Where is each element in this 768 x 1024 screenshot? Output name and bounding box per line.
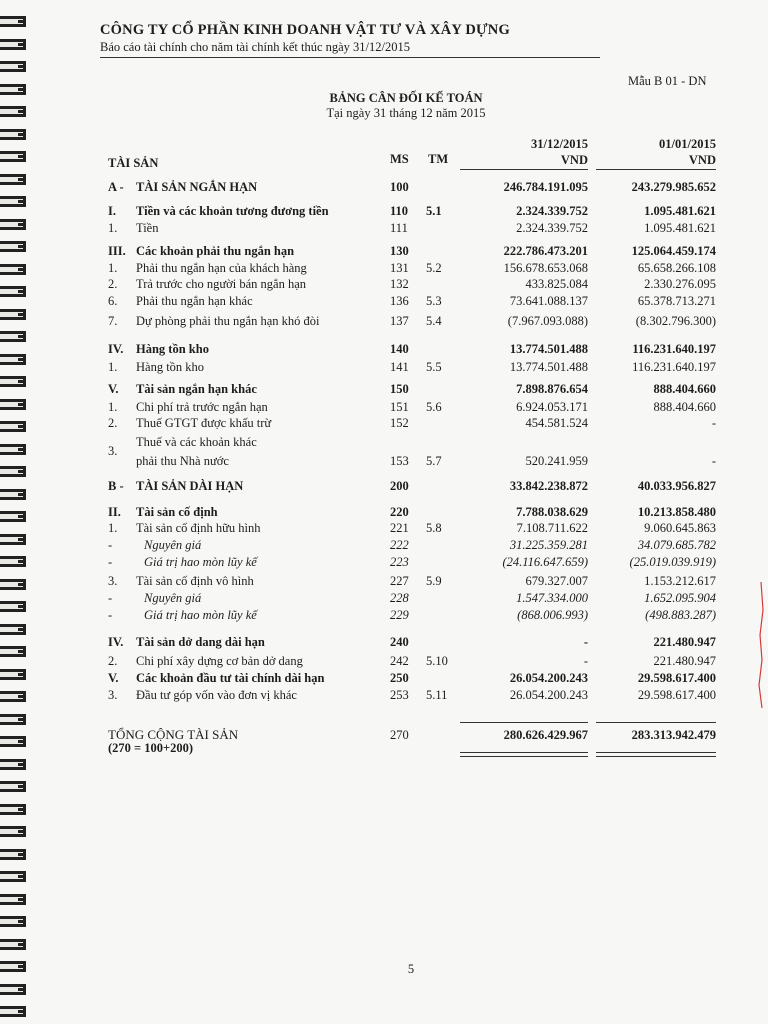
row-ms: 100	[390, 180, 409, 194]
row-code: V.	[108, 382, 119, 396]
row-value-2015-start: 34.079.685.782	[637, 538, 716, 552]
row-ms: 132	[390, 277, 409, 291]
form-code: Mẫu B 01 - DN	[628, 74, 707, 88]
row-value-2015-start: (498.883.287)	[645, 608, 716, 622]
row-code: 7.	[108, 314, 118, 328]
row-value-2015-start: 243.279.985.652	[631, 180, 716, 194]
binding-ring	[0, 781, 26, 792]
row-ms: 240	[390, 635, 409, 649]
binding-ring	[0, 579, 26, 590]
row-label: Đầu tư góp vốn vào đơn vị khác	[136, 688, 297, 702]
total-assets-2015-start: 283.313.942.479	[631, 728, 716, 742]
row-note: 5.10	[426, 654, 448, 668]
row-note: 5.7	[426, 454, 442, 468]
binding-ring	[0, 331, 26, 342]
row-code: 1.	[108, 261, 118, 275]
total-assets-ms: 270	[390, 728, 409, 742]
row-code: 1.	[108, 221, 118, 235]
row-value-2015-start: 125.064.459.174	[631, 244, 716, 258]
row-label: Trả trước cho người bán ngắn hạn	[136, 277, 307, 291]
row-value-2015-start: -	[711, 454, 716, 468]
row-ms: 250	[390, 671, 409, 685]
row-ms: 227	[390, 574, 409, 588]
binding-ring	[0, 399, 26, 410]
binding-ring	[0, 376, 26, 387]
row-value-2015-end: 7.898.876.654	[516, 382, 588, 396]
row-value-2015-start: -	[711, 416, 716, 430]
binding-ring	[0, 984, 26, 995]
document-date: Tại ngày 31 tháng 12 năm 2015	[326, 106, 486, 120]
row-label: Tài sản cố định vô hình	[136, 574, 254, 588]
row-value-2015-start: 1.095.481.621	[644, 204, 716, 218]
binding-ring	[0, 151, 26, 162]
row-value-2015-end: 26.054.200.243	[509, 671, 588, 685]
row-label: Hàng tồn kho	[136, 342, 209, 356]
row-label: Chi phí xây dựng cơ bản dở dang	[136, 654, 303, 668]
row-label: Giá trị hao mòn lũy kế	[144, 608, 257, 622]
row-value-2015-end: -	[583, 635, 588, 649]
row-ms: 140	[390, 342, 409, 356]
row-ms: 152	[390, 416, 409, 430]
binding-ring	[0, 489, 26, 500]
row-value-2015-end: 7.788.038.629	[516, 505, 588, 519]
binding-ring	[0, 309, 26, 320]
binding-ring	[0, 804, 26, 815]
binding-ring	[0, 16, 26, 27]
row-code: 2.	[108, 654, 118, 668]
row-note: 5.1	[426, 204, 442, 218]
row-value-2015-end: 222.786.473.201	[503, 244, 588, 258]
binding-ring	[0, 534, 26, 545]
row-value-2015-start: 1.153.212.617	[644, 574, 716, 588]
column-header-date: 01/01/2015	[659, 137, 716, 151]
double-underline	[596, 752, 716, 757]
binding-ring	[0, 39, 26, 50]
row-code: -	[108, 555, 113, 569]
binding-ring	[0, 511, 26, 522]
header-underline	[460, 169, 588, 170]
document-header	[100, 22, 600, 58]
row-label: Hàng tồn kho	[136, 360, 205, 374]
binding-ring	[0, 444, 26, 455]
binding-ring	[0, 916, 26, 927]
row-ms: 221	[390, 521, 409, 535]
total-formula: (270 = 100+200)	[108, 741, 194, 755]
row-code: B -	[108, 479, 124, 493]
header-underline	[596, 169, 716, 170]
binding-ring	[0, 714, 26, 725]
row-note: 5.2	[426, 261, 442, 275]
row-value-2015-start: 1.095.481.621	[644, 221, 716, 235]
row-label: Thuế và các khoản khác	[136, 435, 257, 449]
row-ms: 131	[390, 261, 409, 275]
row-value-2015-end: 156.678.653.068	[503, 261, 588, 275]
spiral-binding	[0, 0, 34, 1024]
row-label: Tài sản cố định	[136, 505, 218, 519]
row-ms: 242	[390, 654, 409, 668]
row-value-2015-start: 2.330.276.095	[644, 277, 716, 291]
binding-ring	[0, 759, 26, 770]
row-code: III.	[108, 244, 126, 258]
company-name: CÔNG TY CỔ PHẦN KINH DOANH VẬT TƯ VÀ XÂY DỰNG	[100, 22, 510, 38]
row-label: Các khoản đầu tư tài chính dài hạn	[136, 671, 325, 685]
row-code: A -	[108, 180, 124, 194]
row-ms: 137	[390, 314, 409, 328]
row-value-2015-end: 6.924.053.171	[516, 400, 588, 414]
double-underline	[460, 752, 588, 757]
row-ms: 229	[390, 608, 409, 622]
page-number: 5	[407, 962, 415, 976]
row-note: 5.9	[426, 574, 442, 588]
binding-ring	[0, 1006, 26, 1017]
row-code: 3.	[108, 574, 118, 588]
row-label: phải thu Nhà nước	[136, 454, 229, 468]
row-label: TÀI SẢN NGẮN HẠN	[136, 180, 258, 194]
binding-ring	[0, 421, 26, 432]
binding-ring	[0, 826, 26, 837]
binding-ring	[0, 691, 26, 702]
total-rule	[460, 722, 588, 723]
row-code: -	[108, 608, 113, 622]
binding-ring	[0, 601, 26, 612]
row-value-2015-end: (24.116.647.659)	[502, 555, 588, 569]
binding-ring	[0, 736, 26, 747]
row-label: Phải thu ngắn hạn khác	[136, 294, 253, 308]
row-code: 6.	[108, 294, 118, 308]
row-ms: 223	[390, 555, 409, 569]
row-note: 5.6	[426, 400, 442, 414]
row-value-2015-end: 679.327.007	[525, 574, 588, 588]
row-ms: 228	[390, 591, 409, 605]
row-label: Thuế GTGT được khấu trừ	[136, 416, 272, 430]
column-header-tm: TM	[428, 152, 449, 166]
row-value-2015-end: 246.784.191.095	[503, 180, 588, 194]
row-label: TÀI SẢN DÀI HẠN	[136, 479, 244, 493]
row-code: 3.	[108, 444, 118, 458]
row-ms: 150	[390, 382, 409, 396]
row-value-2015-start: 888.404.660	[653, 382, 716, 396]
row-note: 5.8	[426, 521, 442, 535]
binding-ring	[0, 61, 26, 72]
row-value-2015-start: (25.019.039.919)	[629, 555, 716, 569]
binding-ring	[0, 219, 26, 230]
binding-ring	[0, 646, 26, 657]
row-value-2015-start: 65.658.266.108	[637, 261, 716, 275]
report-subtitle: Báo cáo tài chính cho năm tài chính kết thúc ngày 31/12/2015	[100, 39, 600, 58]
binding-ring	[0, 556, 26, 567]
row-note: 5.4	[426, 314, 442, 328]
row-value-2015-end: 13.774.501.488	[509, 342, 588, 356]
row-value-2015-end: 1.547.334.000	[516, 591, 588, 605]
binding-ring	[0, 264, 26, 275]
row-ms: 253	[390, 688, 409, 702]
row-value-2015-end: 433.825.084	[525, 277, 588, 291]
row-value-2015-end: (868.006.993)	[517, 608, 588, 622]
row-note: 5.5	[426, 360, 442, 374]
row-ms: 151	[390, 400, 409, 414]
row-label: Nguyên giá	[144, 538, 202, 552]
row-label: Tài sản cố định hữu hình	[136, 521, 261, 535]
row-code: I.	[108, 204, 116, 218]
document-title: BẢNG CÂN ĐỐI KẾ TOÁN	[329, 91, 483, 105]
total-rule	[596, 722, 716, 723]
column-header-2015-start	[596, 136, 716, 168]
total-assets-label: TỔNG CỘNG TÀI SẢN	[108, 727, 239, 742]
column-header-date: 31/12/2015	[531, 137, 588, 151]
row-value-2015-start: 29.598.617.400	[637, 688, 716, 702]
row-code: IV.	[108, 635, 124, 649]
row-label: Tiền	[136, 221, 159, 235]
row-value-2015-start: 116.231.640.197	[632, 360, 716, 374]
row-ms: 153	[390, 454, 409, 468]
row-code: 1.	[108, 400, 118, 414]
row-value-2015-start: 29.598.617.400	[637, 671, 716, 685]
row-code: -	[108, 538, 113, 552]
row-label: Tài sản dở dang dài hạn	[136, 635, 265, 649]
row-code: 2.	[108, 416, 118, 430]
row-ms: 110	[390, 204, 409, 218]
row-label: Nguyên giá	[144, 591, 202, 605]
row-label: Chi phí trả trước ngắn hạn	[136, 400, 268, 414]
row-value-2015-start: 10.213.858.480	[637, 505, 716, 519]
row-note: 5.11	[426, 688, 448, 702]
binding-ring	[0, 624, 26, 635]
column-header-2015-end	[460, 136, 588, 168]
row-value-2015-end: 73.641.088.137	[509, 294, 588, 308]
binding-ring	[0, 939, 26, 950]
row-ms: 200	[390, 479, 409, 493]
binding-ring	[0, 129, 26, 140]
binding-ring	[0, 196, 26, 207]
row-value-2015-end: -	[583, 654, 588, 668]
row-code: 3.	[108, 688, 118, 702]
total-assets-2015-end: 280.626.429.967	[503, 728, 588, 742]
row-code: 2.	[108, 277, 118, 291]
row-value-2015-start: 221.480.947	[653, 635, 716, 649]
column-header-unit: VND	[560, 153, 588, 167]
binding-ring	[0, 466, 26, 477]
row-ms: 136	[390, 294, 409, 308]
row-value-2015-end: 13.774.501.488	[509, 360, 588, 374]
row-label: Phải thu ngắn hạn của khách hàng	[136, 261, 307, 275]
binding-ring	[0, 174, 26, 185]
row-value-2015-end: 2.324.339.752	[516, 204, 588, 218]
row-ms: 111	[390, 221, 408, 235]
row-ms: 130	[390, 244, 409, 258]
row-value-2015-start: 40.033.956.827	[637, 479, 716, 493]
row-ms: 141	[390, 360, 409, 374]
binding-ring	[0, 354, 26, 365]
row-value-2015-start: 116.231.640.197	[632, 342, 716, 356]
row-ms: 220	[390, 505, 409, 519]
row-value-2015-start: 9.060.645.863	[644, 521, 716, 535]
row-value-2015-start: 65.378.713.271	[637, 294, 716, 308]
row-value-2015-start: (8.302.796.300)	[635, 314, 716, 328]
row-value-2015-start: 1.652.095.904	[644, 591, 716, 605]
row-value-2015-end: 31.225.359.281	[509, 538, 588, 552]
row-label: Tài sản ngắn hạn khác	[136, 382, 257, 396]
row-value-2015-end: 26.054.200.243	[509, 688, 588, 702]
binding-ring	[0, 286, 26, 297]
column-header-assets: TÀI SẢN	[108, 156, 159, 170]
row-label: Dự phòng phải thu ngắn hạn khó đòi	[136, 314, 320, 328]
binding-ring	[0, 849, 26, 860]
row-value-2015-end: 33.842.238.872	[509, 479, 588, 493]
row-code: II.	[108, 505, 121, 519]
row-label: Tiền và các khoản tương đương tiền	[136, 204, 329, 218]
red-ink-mark	[756, 580, 766, 710]
row-value-2015-end: 520.241.959	[525, 454, 588, 468]
row-value-2015-end: 2.324.339.752	[516, 221, 588, 235]
row-label: Các khoản phải thu ngắn hạn	[136, 244, 295, 258]
row-code: -	[108, 591, 113, 605]
row-value-2015-start: 888.404.660	[653, 400, 716, 414]
column-header-unit: VND	[688, 153, 716, 167]
column-header-ms: MS	[390, 152, 409, 166]
binding-ring	[0, 669, 26, 680]
row-value-2015-start: 221.480.947	[653, 654, 716, 668]
binding-ring	[0, 871, 26, 882]
row-code: 1.	[108, 360, 118, 374]
row-code: V.	[108, 671, 119, 685]
row-value-2015-end: 454.581.524	[525, 416, 588, 430]
row-note: 5.3	[426, 294, 442, 308]
binding-ring	[0, 241, 26, 252]
row-value-2015-end: 7.108.711.622	[516, 521, 588, 535]
row-code: 1.	[108, 521, 118, 535]
binding-ring	[0, 894, 26, 905]
row-code: IV.	[108, 342, 124, 356]
row-label: Giá trị hao mòn lũy kế	[144, 555, 257, 569]
row-ms: 222	[390, 538, 409, 552]
row-value-2015-end: (7.967.093.088)	[507, 314, 588, 328]
